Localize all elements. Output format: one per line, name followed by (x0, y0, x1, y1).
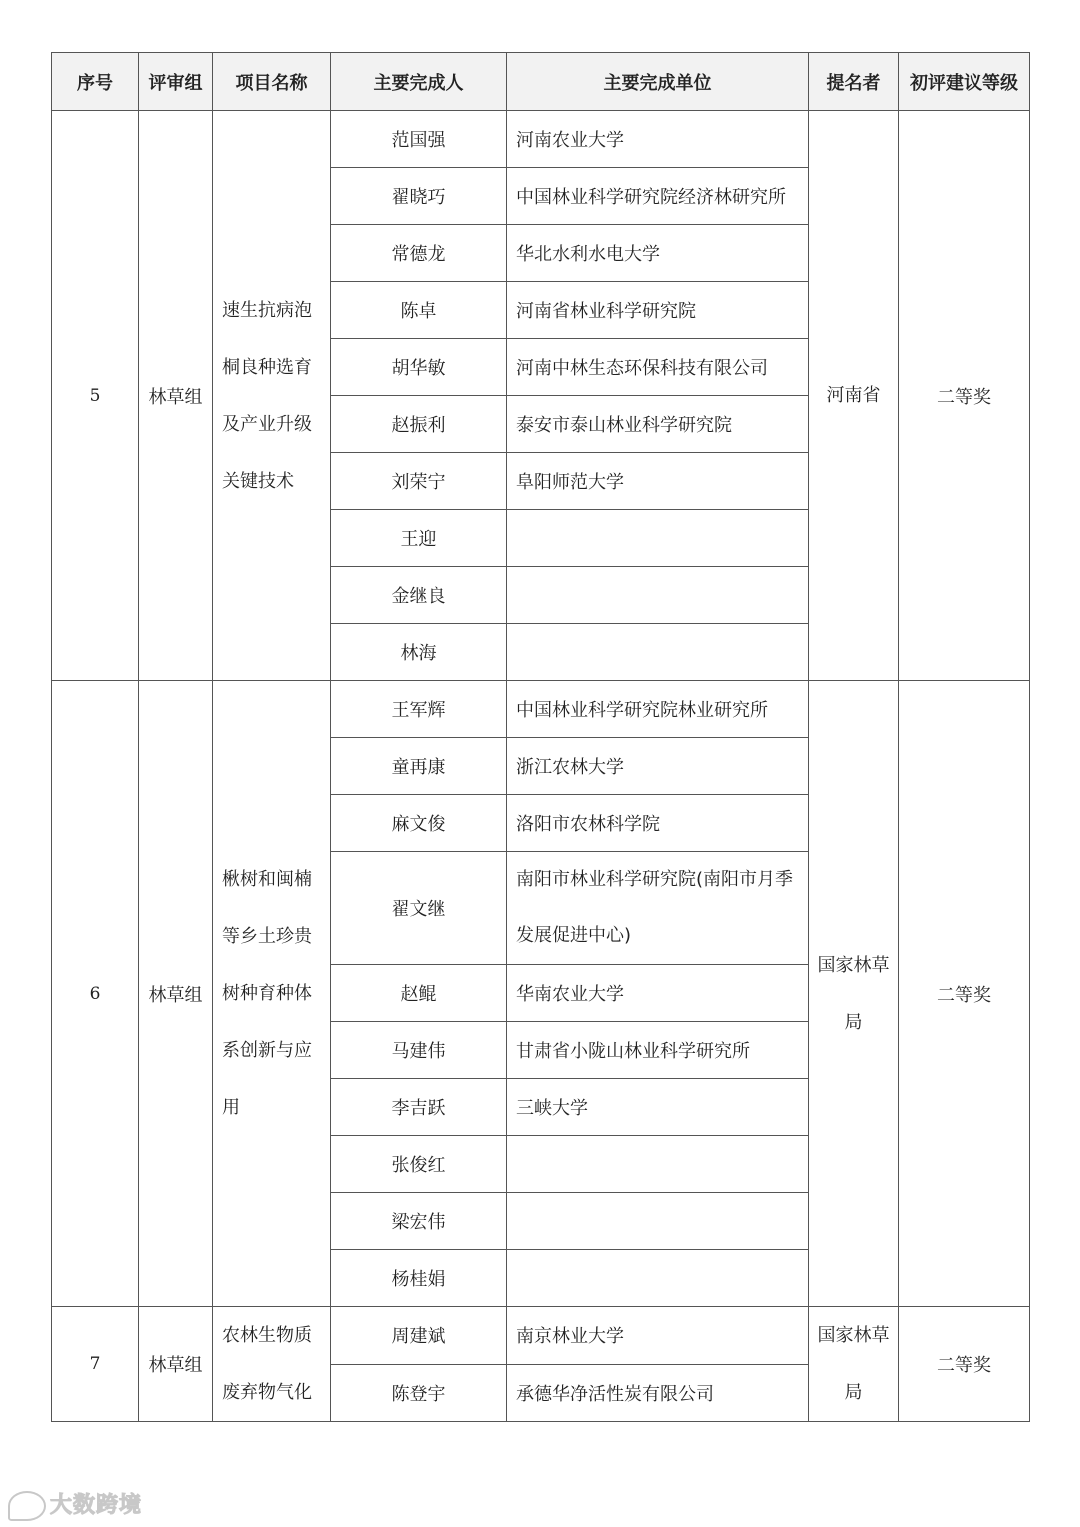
project-seq: 6 (52, 681, 139, 1307)
main-person: 王迎 (331, 510, 507, 567)
review-group: 林草组 (139, 1307, 213, 1422)
main-unit: 华北水利水电大学 (507, 225, 809, 282)
main-person: 林海 (331, 624, 507, 681)
main-person: 胡华敏 (331, 339, 507, 396)
award-table (51, 52, 1030, 1422)
header-main-unit: 主要完成单位 (507, 53, 809, 111)
table-row (52, 111, 1030, 168)
watermark-logo-icon (8, 1491, 46, 1521)
main-unit (507, 624, 809, 681)
main-unit: 三峡大学 (507, 1079, 809, 1136)
nominator: 国家林草局 (809, 1307, 899, 1422)
main-unit: 南京林业大学 (507, 1307, 809, 1365)
table-row (52, 1307, 1030, 1365)
header-main-person: 主要完成人 (331, 53, 507, 111)
main-unit: 中国林业科学研究院经济林研究所 (507, 168, 809, 225)
main-unit: 洛阳市农林科学院 (507, 795, 809, 852)
main-unit: 河南中林生态环保科技有限公司 (507, 339, 809, 396)
nominator: 河南省 (809, 111, 899, 681)
main-unit (507, 567, 809, 624)
main-person: 麻文俊 (331, 795, 507, 852)
review-group: 林草组 (139, 111, 213, 681)
main-unit (507, 1193, 809, 1250)
main-person: 马建伟 (331, 1022, 507, 1079)
main-person: 范国强 (331, 111, 507, 168)
main-unit (507, 1136, 809, 1193)
review-group: 林草组 (139, 681, 213, 1307)
main-person: 赵振利 (331, 396, 507, 453)
main-unit: 甘肃省小陇山林业科学研究所 (507, 1022, 809, 1079)
main-person: 童再康 (331, 738, 507, 795)
main-person: 翟晓巧 (331, 168, 507, 225)
main-unit: 中国林业科学研究院林业研究所 (507, 681, 809, 738)
header-grade: 初评建议等级 (899, 53, 1030, 111)
main-person: 周建斌 (331, 1307, 507, 1365)
project-name: 楸树和闽楠等乡土珍贵树种育种体系创新与应用 (213, 681, 331, 1307)
header-project-name: 项目名称 (213, 53, 331, 111)
project-seq: 5 (52, 111, 139, 681)
header-seq: 序号 (52, 53, 139, 111)
main-unit: 浙江农林大学 (507, 738, 809, 795)
suggested-grade: 二等奖 (899, 1307, 1030, 1422)
header-nominator: 提名者 (809, 53, 899, 111)
main-person: 赵鲲 (331, 965, 507, 1022)
main-person: 梁宏伟 (331, 1193, 507, 1250)
project-seq: 7 (52, 1307, 139, 1422)
main-person: 刘荣宁 (331, 453, 507, 510)
watermark (8, 1488, 142, 1521)
main-person: 常德龙 (331, 225, 507, 282)
main-person: 杨桂娟 (331, 1250, 507, 1307)
main-person: 王军辉 (331, 681, 507, 738)
main-unit: 泰安市泰山林业科学研究院 (507, 396, 809, 453)
project-name: 速生抗病泡桐良种选育及产业升级关键技术 (213, 111, 331, 681)
suggested-grade: 二等奖 (899, 681, 1030, 1307)
main-unit: 河南农业大学 (507, 111, 809, 168)
table-row (52, 681, 1030, 738)
main-person: 李吉跃 (331, 1079, 507, 1136)
header-row (52, 53, 1030, 111)
main-unit: 阜阳师范大学 (507, 453, 809, 510)
main-unit: 承德华净活性炭有限公司 (507, 1364, 809, 1422)
project-name: 农林生物质废弃物气化 (213, 1307, 331, 1422)
main-person: 张俊红 (331, 1136, 507, 1193)
main-unit (507, 510, 809, 567)
nominator: 国家林草局 (809, 681, 899, 1307)
main-unit: 河南省林业科学研究院 (507, 282, 809, 339)
watermark-text: 大数跨境 (50, 1493, 143, 1518)
main-unit: 南阳市林业科学研究院(南阳市月季发展促进中心) (507, 852, 809, 965)
main-person: 金继良 (331, 567, 507, 624)
header-group: 评审组 (139, 53, 213, 111)
main-person: 陈卓 (331, 282, 507, 339)
main-unit: 华南农业大学 (507, 965, 809, 1022)
main-unit (507, 1250, 809, 1307)
main-person: 翟文继 (331, 852, 507, 965)
main-person: 陈登宇 (331, 1364, 507, 1422)
suggested-grade: 二等奖 (899, 111, 1030, 681)
